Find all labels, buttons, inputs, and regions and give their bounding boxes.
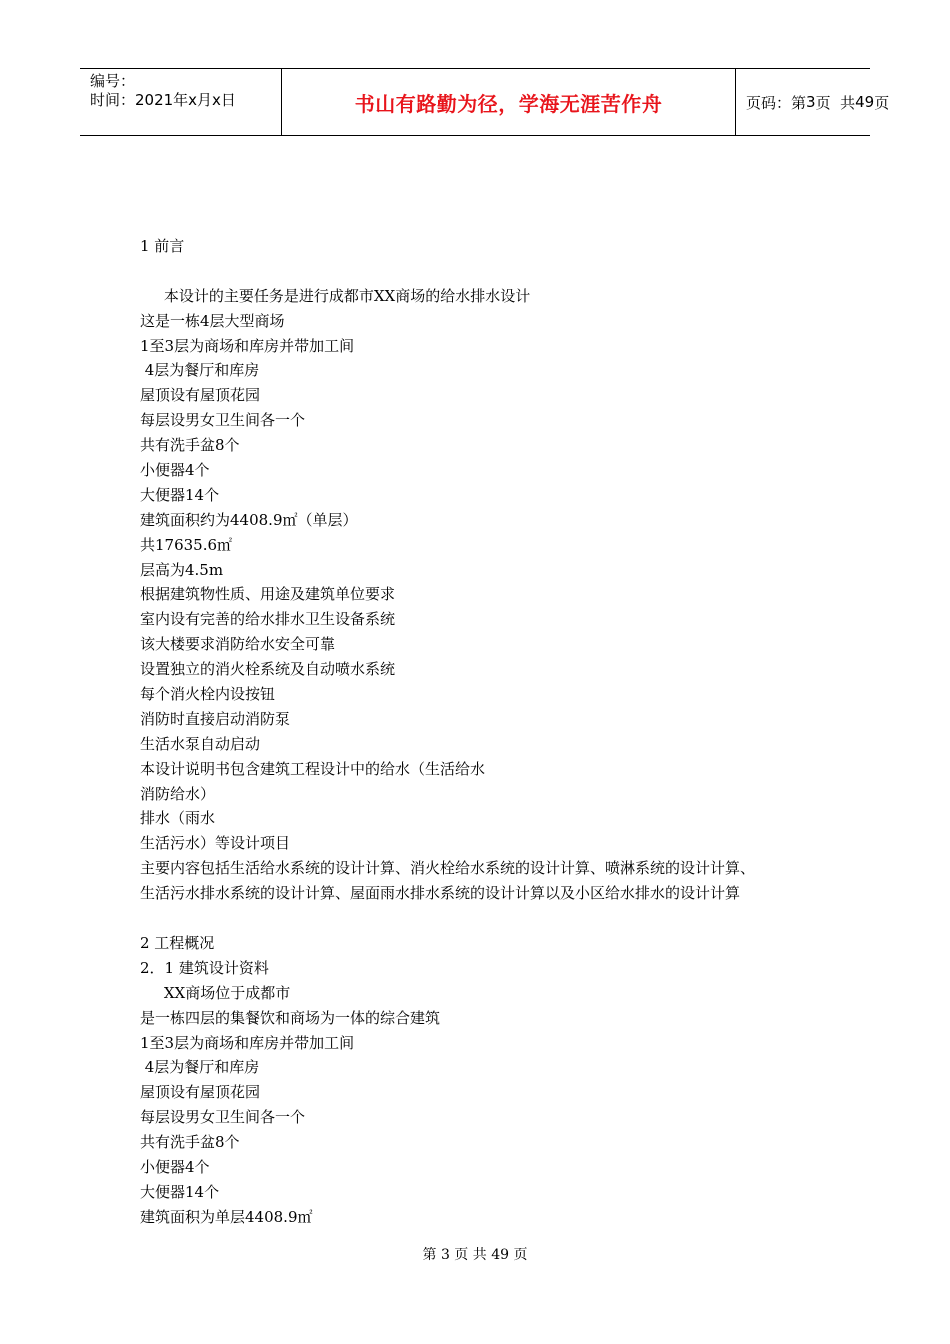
text-line: 生活污水排水系统的设计计算、屋面雨水排水系统的设计计算以及小区给水排水的设计计算	[140, 884, 741, 903]
text-line: 每个消火栓内设按钮	[140, 685, 276, 704]
text-line: 1至3层为商场和库房并带加工间	[140, 1033, 355, 1052]
header-meta	[80, 69, 282, 135]
text-line: 小便器4个	[140, 461, 210, 480]
text-line: 消防给水）	[140, 784, 216, 803]
text-line: XX商场位于成都市	[140, 983, 291, 1002]
page-current: 3	[806, 93, 816, 111]
page-footer: 第 3 页 共 49 页	[422, 1247, 528, 1263]
text-line: 屋顶设有屋顶花园	[140, 386, 261, 405]
time-label: 时间：2021年x月x日	[90, 91, 236, 109]
text-line: 层高为4.5m	[140, 560, 224, 579]
text-line: 这是一栋4层大型商场	[140, 311, 285, 330]
page-info-suffix: 页	[874, 93, 890, 112]
text-line: 室内设有完善的给水排水卫生设备系统	[140, 610, 396, 629]
text-line: 该大楼要求消防给水安全可靠	[140, 635, 336, 654]
text-line: 本设计说明书包含建筑工程设计中的给水（生活给水	[140, 759, 486, 778]
text-line: 每层设男女卫生间各一个	[140, 411, 306, 430]
text-line: 小便器4个	[140, 1157, 210, 1176]
document-body	[140, 234, 840, 1230]
text-line: 生活污水）等设计项目	[140, 834, 291, 853]
text-line: 建筑面积约为4408.9㎡（单层）	[140, 510, 358, 529]
header-motto-cell	[282, 69, 736, 135]
text-line: 2 工程概况	[140, 933, 215, 952]
page-info-prefix: 页码：第	[746, 93, 807, 112]
text-line: 建筑面积为单层4408.9㎡	[140, 1207, 313, 1226]
text-line: 生活水泵自动启动	[140, 734, 261, 753]
text-line: 设置独立的消火栓系统及自动喷水系统	[140, 660, 396, 679]
text-line: 每层设男女卫生间各一个	[140, 1108, 306, 1127]
text-line: 4层为餐厅和库房	[140, 361, 260, 380]
text-line: 1至3层为商场和库房并带加工间	[140, 336, 355, 355]
text-line: 共有洗手盆8个	[140, 436, 240, 455]
text-line: 屋顶设有屋顶花园	[140, 1083, 261, 1102]
text-line: 共17635.6㎡	[140, 535, 233, 554]
header-page-info	[736, 69, 890, 135]
text-line: 是一栋四层的集餐饮和商场为一体的综合建筑	[140, 1008, 441, 1027]
text-line: 主要内容包括生活给水系统的设计计算、消火栓给水系统的设计计算、喷淋系统的设计计算、	[140, 859, 756, 878]
text-line: 根据建筑物性质、用途及建筑单位要求	[140, 585, 396, 604]
text-line: 1 前言	[140, 237, 185, 255]
text-line: 消防时直接启动消防泵	[140, 709, 291, 728]
motto: 书山有路勤为径，学海无涯苦作舟	[354, 91, 663, 116]
blank-line	[140, 259, 840, 284]
page-total: 49	[855, 93, 875, 111]
code-label: 编号：	[90, 72, 136, 90]
page-info-mid: 页 共	[815, 93, 856, 112]
text-line: 4层为餐厅和库房	[140, 1058, 260, 1077]
text-line: 共有洗手盆8个	[140, 1133, 240, 1152]
blank-line	[140, 906, 840, 931]
text-line: 本设计的主要任务是进行成都市XX商场的给水排水设计	[140, 286, 531, 305]
page-header	[80, 68, 890, 136]
text-line: 大便器14个	[140, 1182, 220, 1201]
text-line: 大便器14个	[140, 485, 220, 504]
text-line: 2．1 建筑设计资料	[140, 958, 269, 977]
text-line: 排水（雨水	[140, 809, 216, 828]
